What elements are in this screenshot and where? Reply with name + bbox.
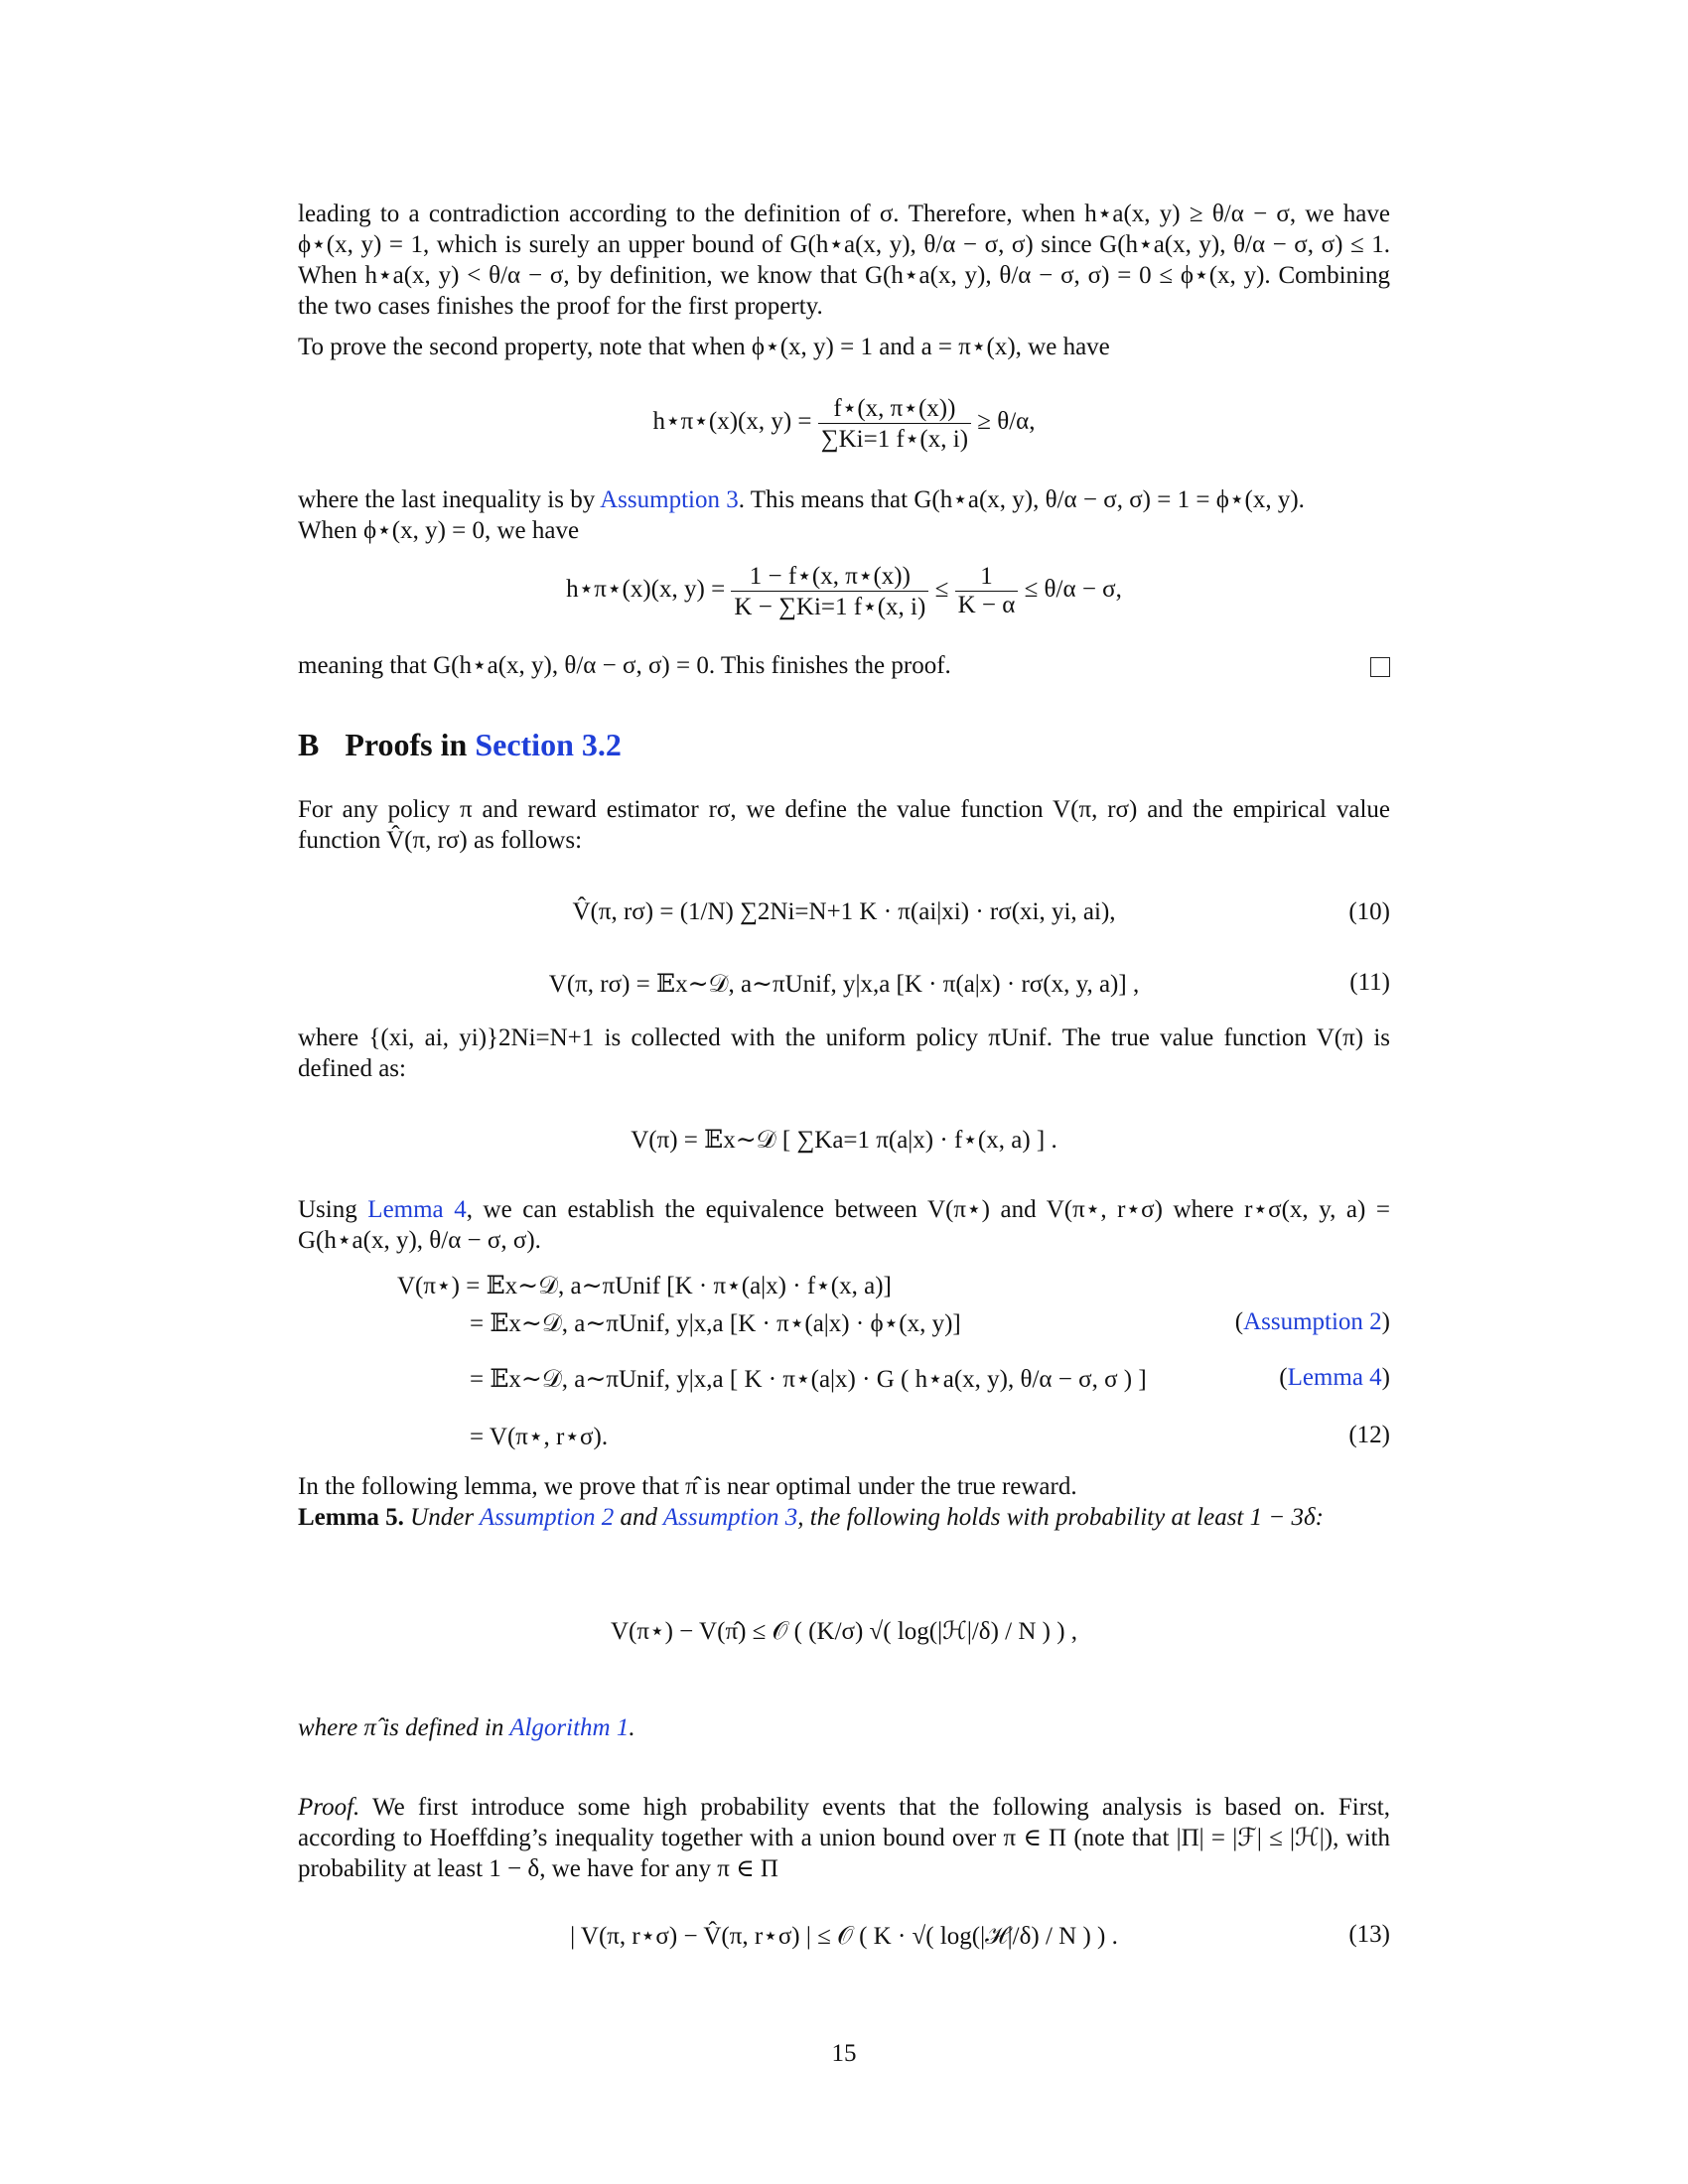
equation-number-13: (13)	[1348, 1921, 1390, 1948]
align-row-1: V(π⋆) = 𝔼x∼𝒟, a∼πUnif [K · π⋆(a|x) · f⋆(x, a)]	[397, 1273, 892, 1299]
eq-a-denominator: ∑Ki=1 f⋆(x, i)	[820, 426, 969, 453]
link-assumption-3[interactable]: Assumption 3	[600, 486, 739, 513]
text-block-top	[298, 199, 1390, 362]
section-title-pre: Proofs in	[345, 727, 476, 762]
text-block-lemma-where	[298, 1712, 1390, 1743]
lemma-text-1: Under	[410, 1504, 480, 1531]
text-block-value-function	[298, 794, 1390, 856]
paragraph-finish-proof: meaning that G(h⋆a(x, y), θ/α − σ, σ) = 0. This finishes the proof.	[298, 652, 951, 679]
equation-lemma-5-bound	[298, 1616, 1390, 1666]
lemma-text-2: and	[614, 1504, 663, 1531]
eq-b-numerator-2: 1	[955, 563, 1019, 592]
proof-paragraph	[298, 1792, 1390, 1884]
para8-pre: Using	[298, 1196, 368, 1223]
link-lemma-4[interactable]: Lemma 4	[367, 1196, 467, 1223]
text-block-lemma	[298, 1471, 1390, 1533]
para8-post: , we can establish the equivalence between V(π⋆) and V(π⋆, r⋆σ) where r⋆σ(x, y, a) = G(h⋆a(x, y), θ/α − σ, σ).	[298, 1196, 1391, 1254]
aligned-derivation-12	[397, 1271, 1390, 1469]
eq-b-denominator-1: K − ∑Ki=1 f⋆(x, i)	[734, 594, 926, 620]
tag-lemma-4: (Lemma 4)	[1279, 1364, 1390, 1391]
text-block-proof	[298, 1792, 1390, 1884]
equation-10	[298, 898, 1390, 938]
eq-b-fraction-1	[731, 561, 928, 621]
link-tag-assumption-2[interactable]: Assumption 2	[1243, 1308, 1382, 1335]
paragraph-value-function-def: For any policy π and reward estimator rσ, we define the value function V(π, rσ) and the empirical value function V̂(π, rσ) as follows:	[298, 796, 1390, 854]
link-lemma-assumption-3[interactable]: Assumption 3	[662, 1504, 798, 1531]
eq-c-body: V(π) = 𝔼x∼𝒟 [ ∑Ka=1 π(a|x) · f⋆(x, a) ] .	[631, 1127, 1057, 1154]
eq-lemma-body: V(π⋆) − V(π̂) ≤ 𝒪 ( (K/σ) √( log(|ℋ|/δ) / N ) ) ,	[610, 1618, 1078, 1645]
proof-text: We first introduce some high probability events that the following analysis is based on. First, according to Hoeffding’s inequality together with a union bound over π ∈ Π (note that |Π| = |ℱ| ≤ |ℋ|), with probability at least 1 − δ, we have for any π ∈ Π	[298, 1794, 1390, 1882]
equation-number-11: (11)	[1349, 969, 1390, 996]
equation-true-value-function	[298, 1125, 1390, 1164]
lemma-5-label: Lemma 5.	[298, 1504, 404, 1531]
qed-symbol	[1370, 657, 1390, 677]
link-tag-lemma-4[interactable]: Lemma 4	[1287, 1364, 1382, 1391]
paragraph-phi-zero: When ϕ⋆(x, y) = 0, we have	[298, 517, 580, 544]
align-row-4: = V(π⋆, r⋆σ).	[470, 1424, 609, 1450]
equation-11	[298, 969, 1390, 1009]
paragraph-near-optimal: In the following lemma, we prove that π̂ is near optimal under the true reward.	[298, 1473, 1077, 1500]
lemma-where-pre: where π̂ is defined in	[298, 1714, 510, 1741]
link-algorithm-1[interactable]: Algorithm 1	[509, 1714, 630, 1741]
eq13-body: | V(π, r⋆σ) − V̂(π, r⋆σ) | ≤ 𝒪 ( K · √( log(|ℋ|/δ) / N ) ) .	[570, 1923, 1118, 1950]
eq-a-rhs: ≥ θ/α,	[977, 408, 1036, 436]
align-row-2: = 𝔼x∼𝒟, a∼πUnif, y|x,a [K · π⋆(a|x) · ϕ⋆(x, y)]	[470, 1310, 961, 1337]
para3-post: . This means that G(h⋆a(x, y), θ/α − σ, σ) = 1 = ϕ⋆(x, y).	[738, 486, 1305, 513]
eq-b-denominator-2: K − α	[957, 592, 1016, 618]
lemma-where-clause	[298, 1712, 1390, 1743]
proof-label: Proof.	[298, 1794, 360, 1821]
text-block-middle	[298, 484, 1390, 546]
equation-h-upper-bound	[298, 561, 1390, 630]
equation-h-lower-bound	[298, 393, 1390, 453]
page-number: 15	[831, 2040, 857, 2067]
paragraph-proof-first-property: leading to a contradiction according to the definition of σ. Therefore, when h⋆a(x, y) ≥ θ/α − σ, we have ϕ⋆(x, y) = 1, which is surely an upper bound of G(h⋆a(x, y), θ/α − σ, σ) since G(h⋆a(x, y), θ/α − σ, σ) ≤ 1. When h⋆a(x, y) < θ/α − σ, by definition, we know that G(h⋆a(x, y), θ/α − σ, σ) = 0 ≤ ϕ⋆(x, y). Combining the two cases finishes the proof for the first property.	[298, 201, 1390, 320]
eq11-body: V(π, rσ) = 𝔼x∼𝒟, a∼πUnif, y|x,a [K · π(a|x) · rσ(x, y, a)] ,	[548, 971, 1140, 998]
lemma-where-post: .	[629, 1714, 635, 1741]
eq-b-numerator-1: 1 − f⋆(x, π⋆(x))	[731, 561, 928, 592]
eq10-body: V̂(π, rσ) = (1/N) ∑2Ni=N+1 K · π(ai|xi) · rσ(xi, yi, ai),	[572, 898, 1116, 925]
equation-13	[298, 1921, 1390, 1971]
eq-b-rhs: ≤ θ/α − σ,	[1024, 576, 1122, 604]
lemma-5-statement	[298, 1502, 1390, 1533]
equation-number-10: (10)	[1348, 898, 1390, 925]
eq-a-lhs: h⋆π⋆(x)(x, y) =	[652, 408, 812, 436]
eq-b-fraction-2	[955, 563, 1019, 619]
tag-assumption-2: (Assumption 2)	[1234, 1308, 1390, 1335]
lemma-text-3: , the following holds with probability at least 1 − 3δ:	[797, 1504, 1324, 1531]
link-section-3-2[interactable]: Section 3.2	[475, 727, 622, 762]
eq-b-lhs: h⋆π⋆(x)(x, y) =	[566, 576, 726, 604]
paragraph-second-property: To prove the second property, note that when ϕ⋆(x, y) = 1 and a = π⋆(x), we have	[298, 334, 1110, 360]
section-heading-b	[298, 727, 622, 763]
text-block-equivalence	[298, 1194, 1390, 1256]
text-block-true-value	[298, 1023, 1390, 1084]
equation-number-12: (12)	[1348, 1422, 1390, 1448]
link-lemma-assumption-2[interactable]: Assumption 2	[479, 1504, 615, 1531]
paragraph-true-value-def: where {(xi, ai, yi)}2Ni=N+1 is collected with the uniform policy πUnif. The true value function V(π) is defined as:	[298, 1024, 1390, 1082]
paragraph-equivalence	[298, 1194, 1390, 1256]
paragraph-assumption3-ref	[298, 484, 1390, 515]
eq-a-fraction	[818, 393, 971, 454]
section-number: B	[298, 727, 320, 762]
eq-b-mid: ≤	[934, 576, 949, 604]
para3-pre: where the last inequality is by	[298, 486, 601, 513]
align-row-3: = 𝔼x∼𝒟, a∼πUnif, y|x,a [ K · π⋆(a|x) · G ( h⋆a(x, y), θ/α − σ, σ ) ]	[470, 1366, 1147, 1393]
eq-a-numerator: f⋆(x, π⋆(x))	[818, 393, 971, 424]
text-block-qed	[298, 650, 1390, 684]
